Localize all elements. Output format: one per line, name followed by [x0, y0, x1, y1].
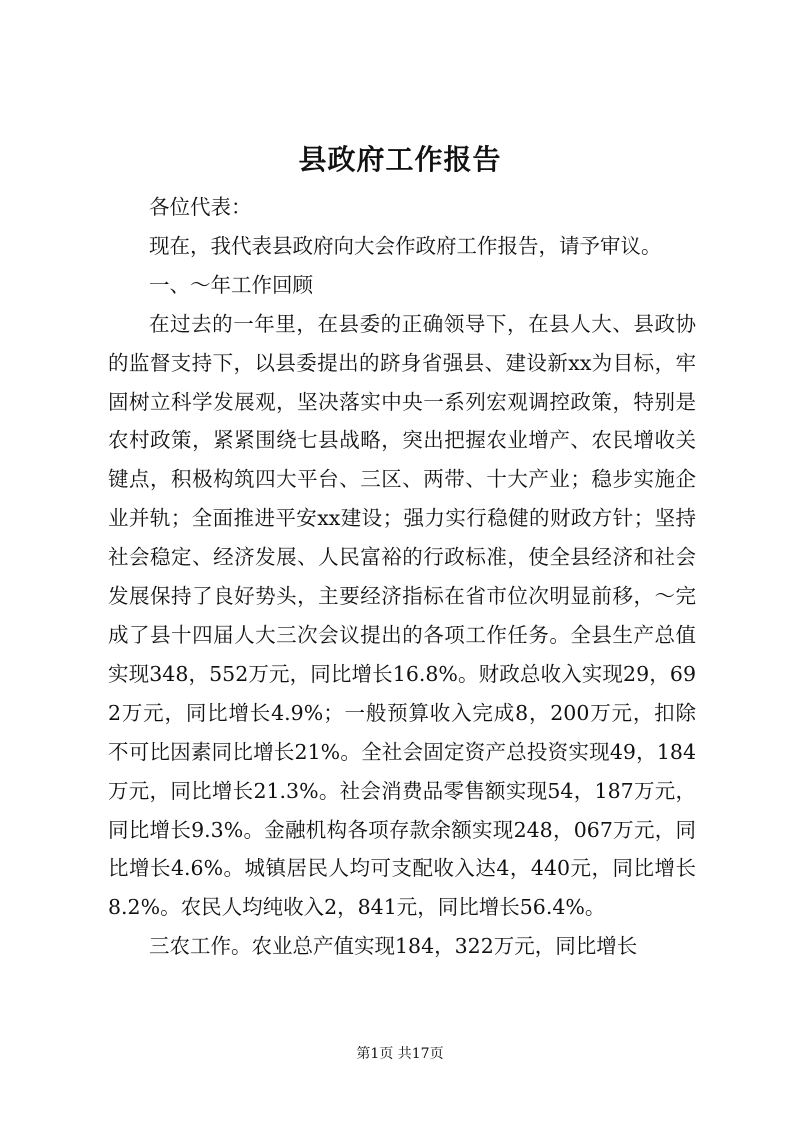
page-number-footer: 第1页 共17页 — [356, 1046, 444, 1062]
paragraph-review: 在过去的一年里，在县委的正确领导下，在县人大、县政协的监督支持下，以县委提出的跻身省强县、建设新xx为目标，牢固树立科学发展观，坚决落实中央一系列宏观调控政策，特别是农村政策，紧紧围绕七县战略，突出把握农业增产、农民增收关键点，积极构筑四大平台、三区、两带、十大产业；稳步实施企业并轨；全面推进平安xx建设；强力实行稳健的财政方针；坚持社会稳定、经济发展、人民富裕的行政标准，使全县经济和社会发展保持了良好势头，主要经济指标在省市位次明显前移，～完成了县十四届人大三次会议提出的各项工作任务。全县生产总值实现348，552万元，同比增长16.8%。财政总收入实现29，692万元，同比增长4.9%；一般预算收入完成8，200万元，扣除不可比因素同比增长21%。全社会固定资产总投资实现49，184万元，同比增长21.3%。社会消费品零售额实现54，187万元，同比增长9.3%。金融机构各项存款余额实现248，067万元，同比增长4.6%。城镇居民人均可支配收入达4，440元，同比增长8.2%。农民人均纯收入2，841元，同比增长56.4%。 — [108, 311, 696, 920]
document-body — [108, 188, 696, 966]
paragraph-agriculture: 三农工作。农业总产值实现184，322万元，同比增长 — [149, 934, 638, 959]
document-title: 县政府工作报告 — [298, 143, 502, 176]
paragraph-intro: 现在，我代表县政府向大会作政府工作报告，请予审议。 — [149, 233, 662, 258]
section-heading: 一、～年工作回顾 — [149, 272, 313, 297]
paragraph-salutation: 各位代表： — [149, 195, 252, 219]
